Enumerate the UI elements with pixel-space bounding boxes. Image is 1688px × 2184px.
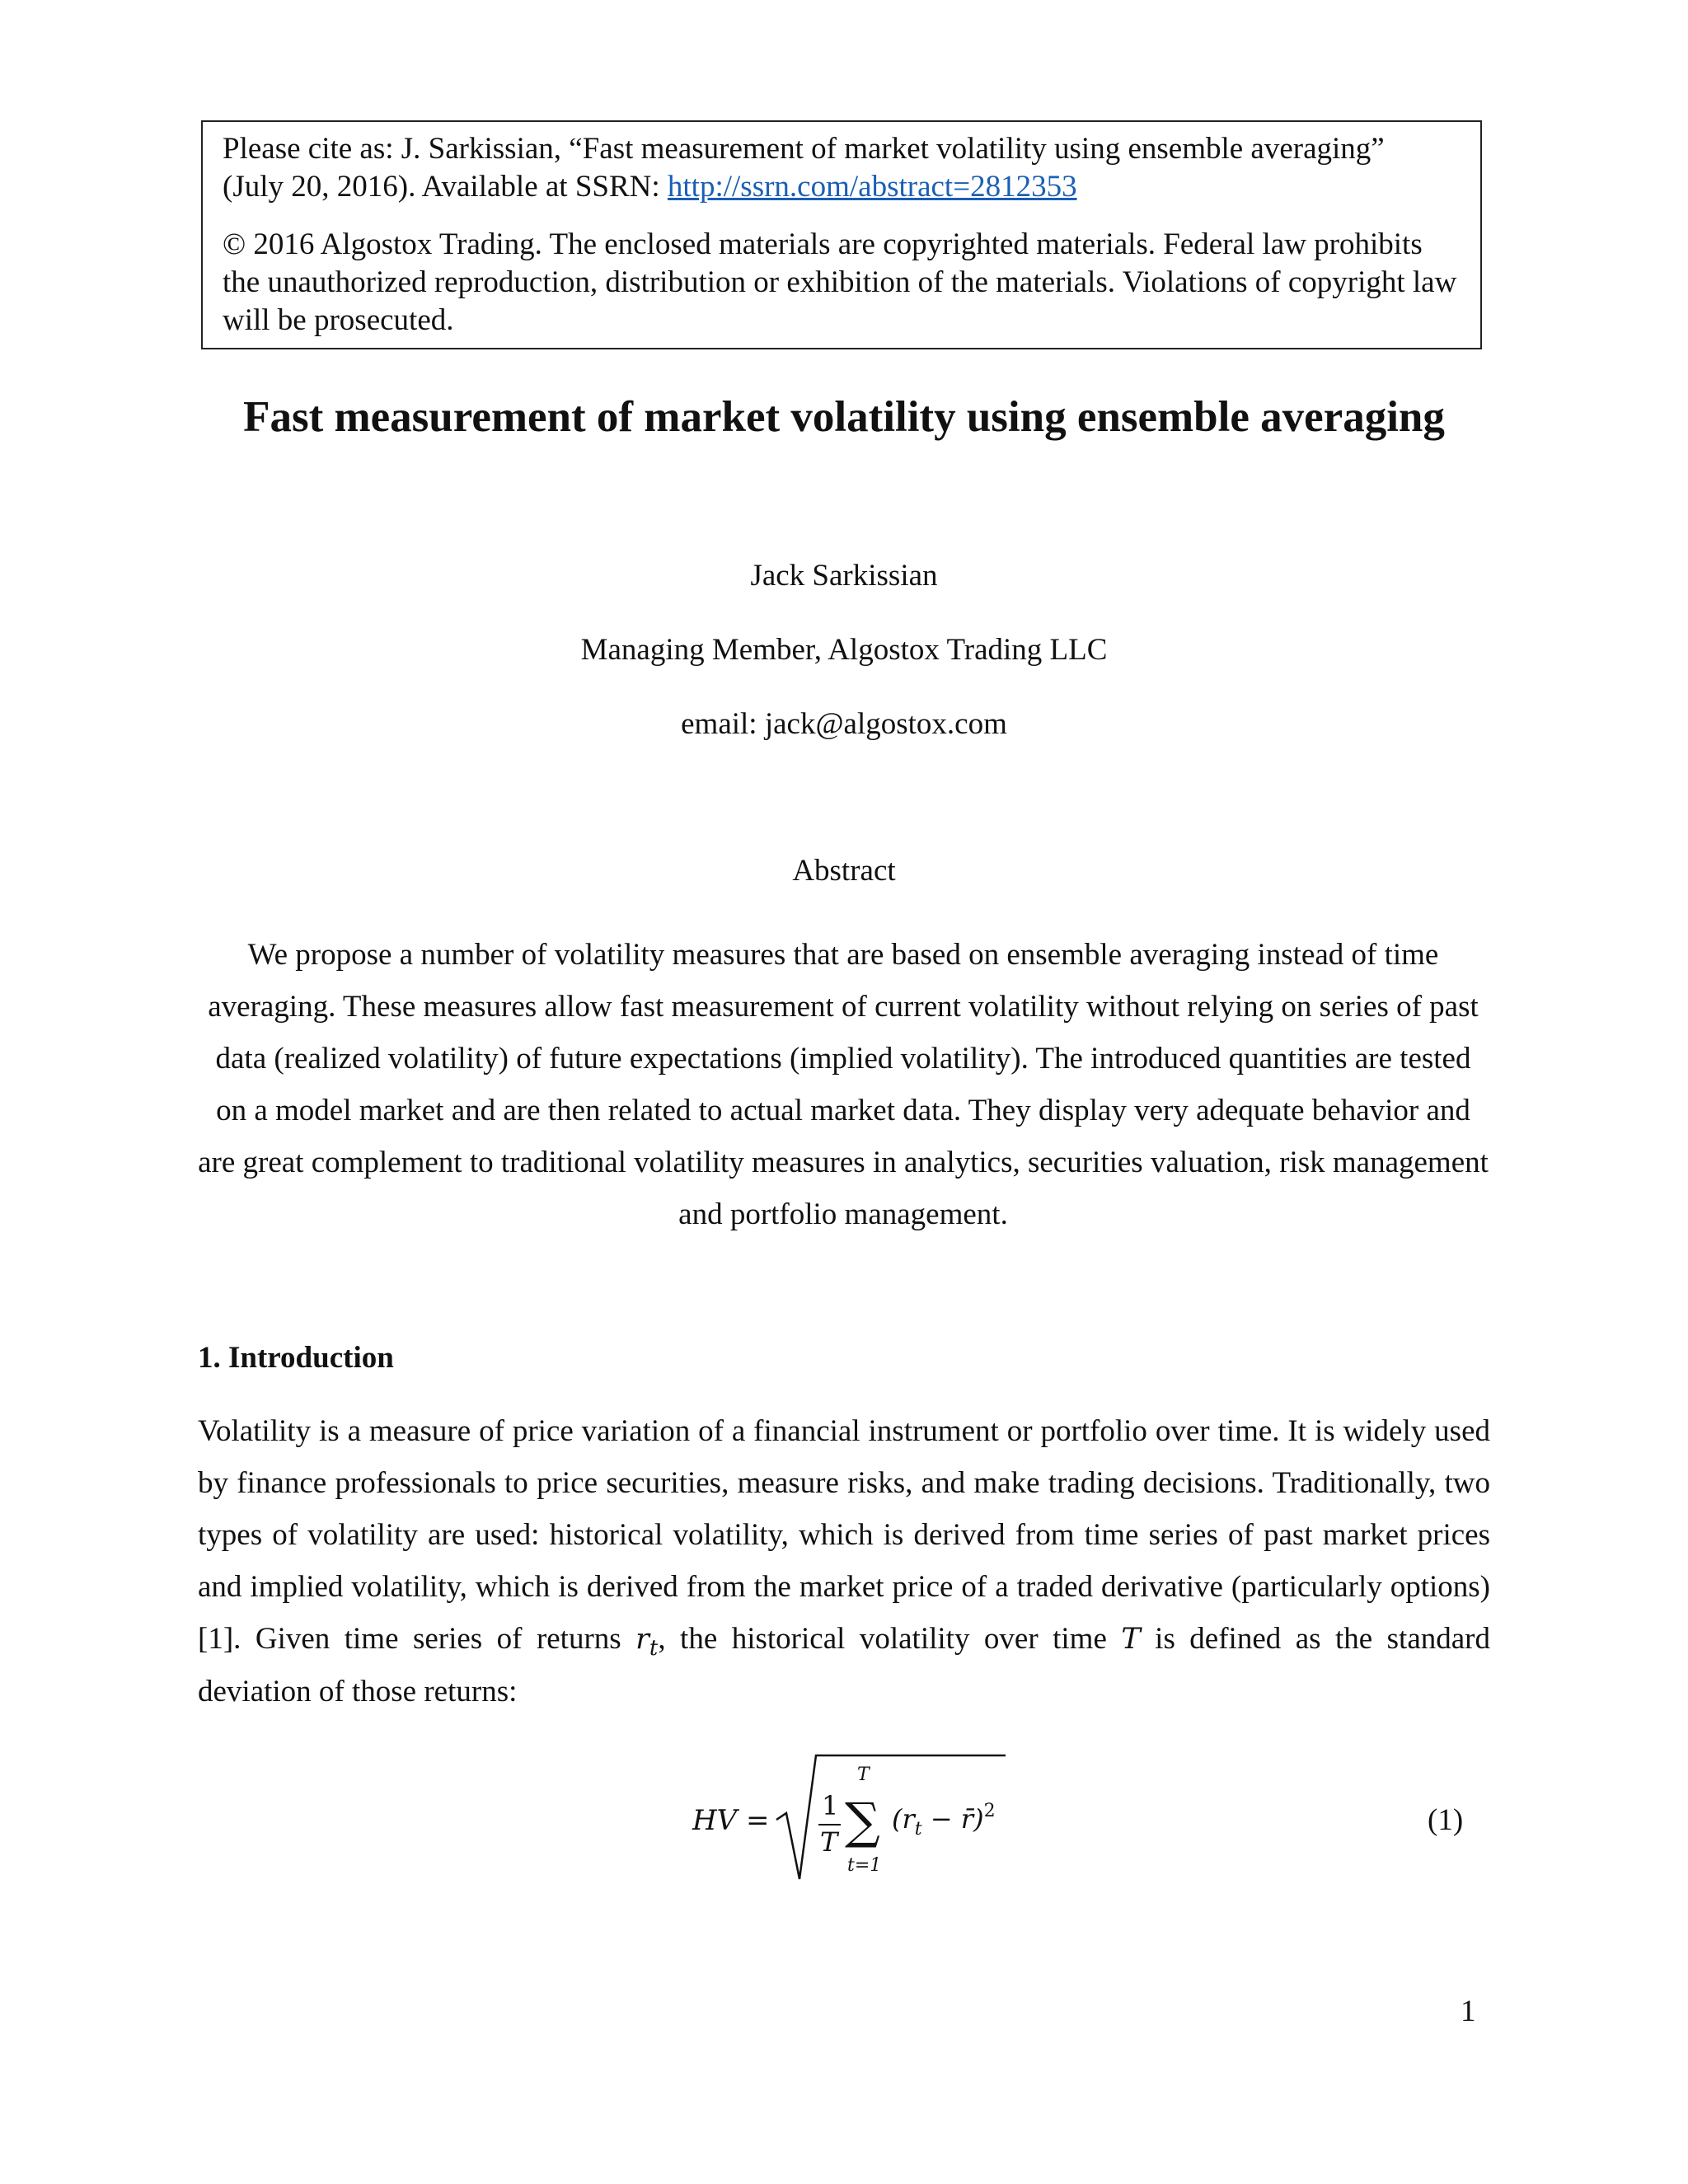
sum-lower-limit: t=1 bbox=[847, 1855, 882, 1876]
paper-title: Fast measurement of market volatility using ensemble averaging bbox=[243, 393, 1445, 441]
equation-lhs: HV = bbox=[692, 1804, 770, 1837]
citation-box bbox=[201, 120, 1482, 349]
citation-line1: Please cite as: J. Sarkissian, “Fast measurement of market volatility using ensemble averaging” bbox=[223, 132, 1385, 166]
ssrn-link[interactable]: http://ssrn.com/abstract=2812353 bbox=[667, 170, 1077, 204]
intro-text-part3: is defined as the standard deviation of those returns: bbox=[198, 1622, 1490, 1708]
introduction-paragraph bbox=[198, 1405, 1490, 1718]
author-email: email: jack@algostox.com bbox=[681, 707, 1007, 741]
intro-text-part1: Volatility is a measure of price variation of a financial instrument or portfolio over time. It is widely used by finance professionals to price securities, measure risks, and make trading decisions. Traditionally, two types of volatility are used: historical volatility, which is derived from time series of past market prices and implied volatility, which is derived from the market price of a traded derivative (particularly options) [1]. Given time series of returns bbox=[198, 1414, 1490, 1656]
fraction-numerator: 1 bbox=[822, 1790, 839, 1821]
author-name: Jack Sarkissian bbox=[750, 559, 938, 593]
fraction-denominator: T bbox=[820, 1826, 838, 1858]
intro-text-part2: , the historical volatility over time bbox=[658, 1622, 1122, 1656]
introduction-heading: 1. Introduction bbox=[198, 1341, 394, 1375]
author-affiliation: Managing Member, Algostox Trading LLC bbox=[580, 633, 1108, 667]
citation-line2-prefix: (July 20, 2016). Available at SSRN: bbox=[223, 170, 668, 204]
returns-variable: $r_t$ bbox=[635, 1623, 659, 1661]
copyright-notice: © 2016 Algostox Trading. The enclosed materials are copyrighted materials. Federal law prohibits the unauthorized reproduction, distribution or exhibition of the materials. Violations of copyright law will be prosecuted. bbox=[223, 227, 1457, 337]
sum-upper-limit: T bbox=[857, 1765, 870, 1785]
summation-symbol: ∑ bbox=[845, 1793, 880, 1850]
equation-number: (1) bbox=[1428, 1803, 1464, 1837]
time-variable: T bbox=[1121, 1623, 1141, 1656]
equation-term: ($r_t$ − r̄)$^2$ bbox=[892, 1801, 996, 1840]
page-number: 1 bbox=[1461, 1994, 1476, 2028]
citation-text bbox=[223, 130, 1461, 206]
historical-volatility-equation bbox=[684, 1747, 1014, 1896]
abstract-heading: Abstract bbox=[792, 854, 896, 888]
abstract-text: We propose a number of volatility measures that are based on ensemble averaging instead of time averaging. These measures allow fast measurement of current volatility without relying on series of past data (realized volatility) of future expectations (implied volatility). The introduced quantities are tested on a model market and are then related to actual market data. They display very adequate behavior and are great complement to traditional volatility measures in analytics, securities valuation, risk management and portfolio management. bbox=[198, 938, 1489, 1231]
